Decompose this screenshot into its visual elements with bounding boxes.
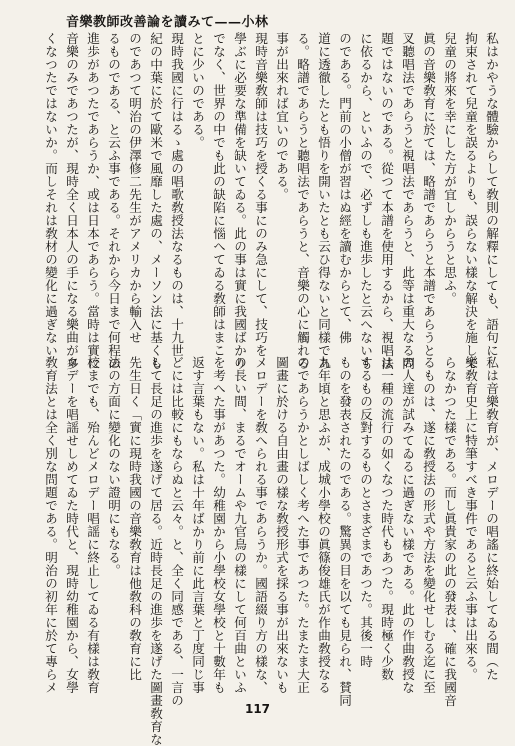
upper-text-block [43, 32, 502, 370]
running-header [66, 11, 269, 30]
text-column: 私はかやうな體驗からして敎則の解釋にしても、語句に [484, 32, 499, 357]
text-column: 返す言葉もない。私は十年ばかり前に此言葉と丁度同じ事 [190, 356, 205, 694]
text-column: のであらうかとしばしく考へた事であつた。たまたま大正 [295, 356, 310, 694]
text-column: 紀の中葉に於て歐米で風靡した處の、メーソン法に基くも [148, 32, 163, 370]
text-column: でなく、世界の中でも此の缺陷に惱へてゐる敎師はまこ [211, 32, 226, 357]
text-column: の人達が試みてゐるに過ぎない樣である。此の作曲敎授な [400, 356, 415, 694]
text-column: とに少いのである。 [190, 32, 205, 149]
text-column: のであつて明治の伊澤修二先生がアメリカから輸入せ [127, 32, 142, 344]
text-column: 拘束されて兒童を誤るよりも、誤らない樣な解決を施して [463, 32, 478, 370]
text-column: どには比較にもならぬと云々。と、全く同感である、一言の [169, 356, 184, 707]
text-column: 樂敎育史上に特筆すべき事件であると云ふ事は出來る。 [463, 356, 478, 681]
text-column: メロデーを敎へられる事であらうか。國語綴り方の樣な、 [253, 356, 268, 694]
text-column: 道に透徹したとも悟りを開いたとも云ひ得ないと同樣であ [316, 32, 331, 370]
text-column: 法の方面に變化のない證明にもなる。 [106, 356, 121, 577]
text-column: るものは、遂に敎授法の形式や方法を變化せしむる迄に至 [421, 356, 436, 694]
text-column: するもの反對するものとさまざまであつた。其後一時 [358, 356, 373, 668]
text-column: ものを發表されたのである。驚異の目を以ても見られ、賛同 [337, 356, 352, 707]
text-column: 現時音樂敎師は技巧を授くる事にのみ急にして、技巧を [253, 32, 268, 357]
text-column: 敎育法とは全く別な問題である。明治の初年に於て專らメ [43, 356, 58, 694]
text-column: 九年頃と思ふが、成城小學校の眞篠俊雄氏が作曲敎授なる [316, 356, 331, 694]
text-column: らなかつた樣である。而し眞貴家の此の發表は、確に我國音 [442, 356, 457, 707]
text-column: を考へた事があつた。幼稚園から小學校女學校と十數年も [211, 356, 226, 694]
text-column: 叉聽唱法であらうと視唱法であらうと、此等は重大なる問 [400, 32, 415, 370]
text-column: るものである、と云ふ事である。それから今日まで何程の [106, 32, 121, 370]
text-column: 現時我國に行はるゝ處の唱歌敎授法なるものは、十九世 [169, 32, 184, 357]
text-column: 事が出來れば宜いのである。 [274, 32, 289, 201]
text-column: に依るから、といふので、必ずしも進歩したと云へないも [358, 32, 373, 370]
text-column: 私は音樂敎育が、メロデーの唱謠に終始してゐる間（た [484, 356, 499, 681]
text-column: 先生日く「實に現時我國の音樂敎育は他敎科の敎育に比 [127, 356, 142, 681]
text-column: 音樂のみであつたが、現時全く日本人の手になる樂曲が多 [64, 32, 79, 370]
text-column: して長足の進歩を遂げて居る。近時長足の進歩を遂げた圖畫敎育な [148, 356, 163, 746]
text-column: 學ぶに必要な準備を缺いてゐる。此の事は實に我國ばかり [232, 32, 247, 370]
text-column: 題ではないのである。從つて本譜を使用するから、視唱法 [379, 32, 394, 370]
text-column: 圖畫に於ける自由畫の樣な敎授形式を採る事が出來ないも [274, 356, 289, 694]
text-column: ロデーを唱謡せしめてゐた時代と、現時幼稚園から、女學 [64, 356, 79, 694]
text-column: る。略譜であらうと聽唱法であらうと、音樂の心に觸れる [295, 32, 310, 370]
text-column: は一種の流行の如くなつた時代もあつた。現時極く少数 [379, 356, 394, 681]
text-column: 校までも、殆んどメロデー唱謡に終止してゐる有樣は敎育 [85, 356, 100, 694]
header-dash: —— [214, 15, 242, 30]
header-title: 音樂教師改善論を讀みて [66, 15, 215, 30]
text-column: 兒童の將來を幸にした方が宜しからうと思ふ。 [442, 32, 457, 305]
text-column: のである。門前の小僧が習はぬ經を讀むからとて、佛 [337, 32, 352, 344]
header-author: 小林 [241, 15, 269, 30]
page-number: 117 [244, 702, 271, 716]
text-column: 眞の音樂敎育に於ては、略譜であらうと本譜であらうと [421, 32, 436, 357]
text-column: の長い間、まるでオームや九官鳥の樣にして何百曲といふ [232, 356, 247, 694]
text-column: くなつたではないか。而しそれは敎材の變化に過ぎない [43, 32, 58, 357]
text-column: 進歩があつたであらうか、或は日本であらう。當時は實に [85, 32, 100, 370]
